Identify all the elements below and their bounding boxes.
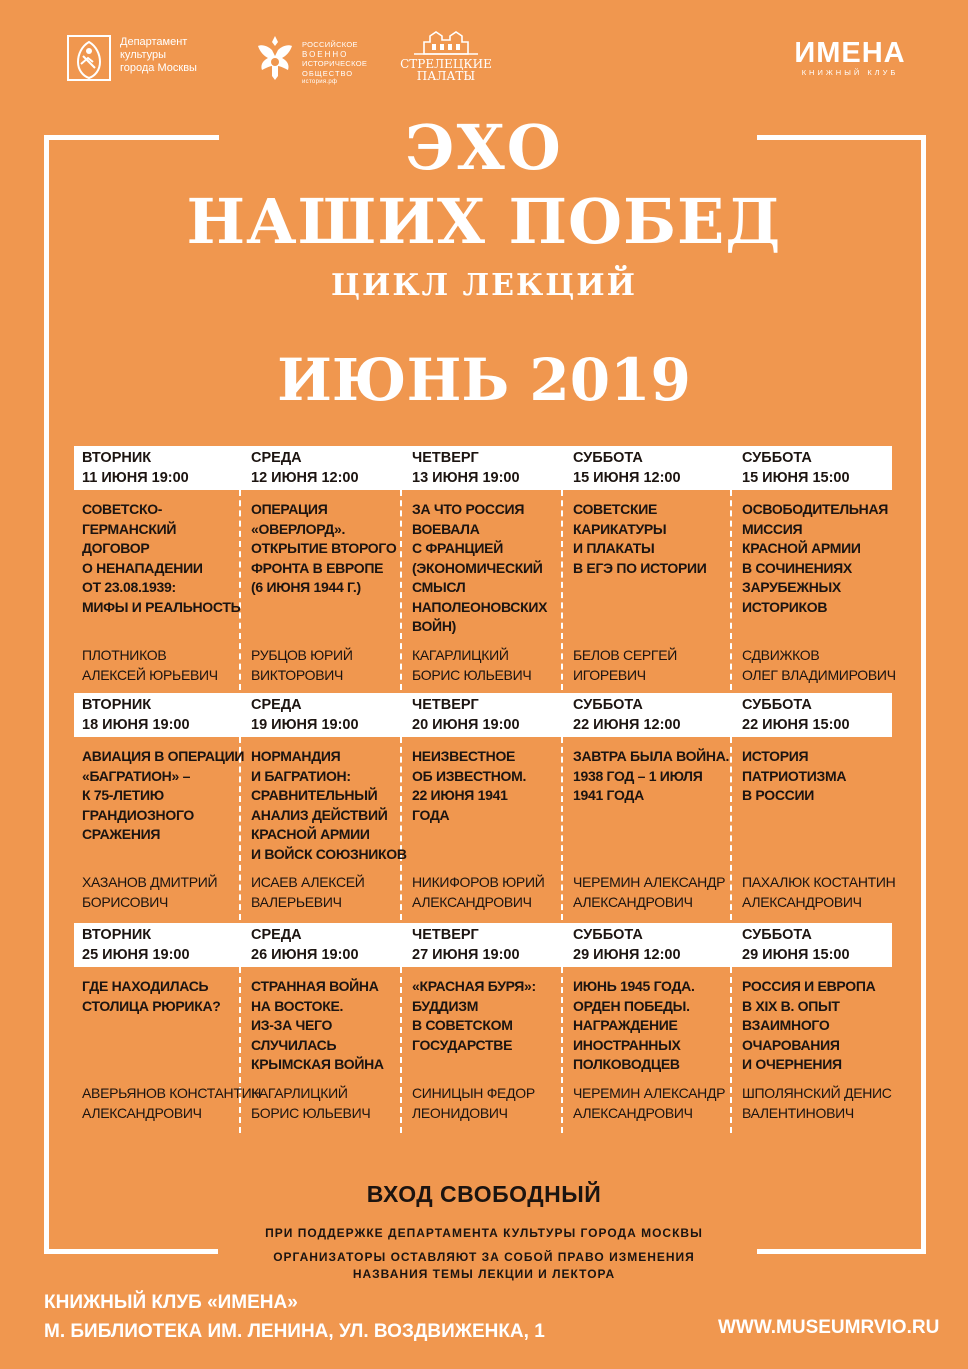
lecture-day: СУББОТА bbox=[573, 697, 643, 713]
lecture-topic-line: СЛУЧИЛАСЬ bbox=[251, 1036, 337, 1053]
lecture-topic-line: ДОГОВОР bbox=[82, 540, 150, 556]
column-separator bbox=[561, 737, 563, 920]
lecture-topic bbox=[82, 747, 244, 845]
lecturer-name bbox=[251, 1084, 370, 1123]
lecture-date-time: 11 ИЮНЯ 19:00 bbox=[82, 470, 189, 486]
lecturer-name-line: КАГАРЛИЦКИЙ bbox=[251, 1085, 348, 1101]
lecture-topic bbox=[82, 977, 221, 1016]
lecture-topic-line: К 75-ЛЕТИЮ bbox=[82, 787, 164, 803]
palaty-logo-line1: СТРЕЛЕЦКИЕ bbox=[400, 57, 492, 71]
lecturer-name bbox=[742, 646, 896, 685]
lecture-topic-line: ГЕРМАНСКИЙ bbox=[82, 520, 177, 537]
lecturer-name bbox=[251, 646, 353, 685]
lecture-day: СУББОТА bbox=[742, 697, 812, 713]
palace-building-icon bbox=[394, 30, 498, 56]
lecturer-name-line: ШПОЛЯНСКИЙ ДЕНИС bbox=[742, 1085, 892, 1101]
lecture-topic-line: И ПЛАКАТЫ bbox=[573, 540, 655, 556]
lecturer-name-line: ОЛЕГ ВЛАДИМИРОВИЧ bbox=[742, 666, 896, 683]
lecture-day: СУББОТА bbox=[573, 450, 643, 466]
moscow-coat-of-arms-icon bbox=[66, 34, 112, 82]
lecture-topic-line: НЕИЗВЕСТНОЕ bbox=[412, 748, 516, 764]
lecture-date-time: 22 ИЮНЯ 15:00 bbox=[742, 717, 850, 733]
lecture-topic-line: (6 ИЮНЯ 1944 Г.) bbox=[251, 579, 361, 595]
imena-logo bbox=[786, 38, 914, 80]
lecturer-name bbox=[82, 646, 218, 685]
lecture-day-header bbox=[251, 695, 359, 735]
lecture-day-header bbox=[742, 925, 850, 965]
lecture-topic-line: ИСТОРИКОВ bbox=[742, 598, 828, 615]
lecture-topic-line: ВОЕВАЛА bbox=[412, 520, 480, 537]
lecture-topic bbox=[82, 500, 240, 617]
lecture-topic-line: КРАСНОЙ АРМИИ bbox=[742, 540, 861, 556]
lecture-date-time: 20 ИЮНЯ 19:00 bbox=[412, 717, 520, 733]
lecture-topic bbox=[251, 747, 407, 864]
column-separator bbox=[730, 737, 732, 920]
lecturer-name-line: СИНИЦЫН ФЕДОР bbox=[412, 1085, 535, 1101]
lecturer-name bbox=[573, 1084, 725, 1123]
lecture-topic-line: ПАТРИОТИЗМА bbox=[742, 767, 847, 784]
lecturer-name-line: БЕЛОВ СЕРГЕЙ bbox=[573, 647, 677, 663]
lecture-day: СРЕДА bbox=[251, 450, 302, 466]
lecturer-name-line: ИГОРЕВИЧ bbox=[573, 666, 646, 683]
lecture-topic-line: ЗАРУБЕЖНЫХ bbox=[742, 579, 841, 595]
lecture-date-time: 13 ИЮНЯ 19:00 bbox=[412, 470, 520, 486]
lecture-topic-line: ОБ ИЗВЕСТНОМ. bbox=[412, 767, 527, 784]
lecture-day: ВТОРНИК bbox=[82, 927, 152, 943]
lecture-topic-line: НА ВОСТОКЕ. bbox=[251, 997, 344, 1014]
lecturer-name bbox=[82, 873, 217, 912]
lecture-day-header bbox=[742, 448, 850, 488]
free-entry: ВХОД СВОБОДНЫЙ bbox=[366, 1181, 602, 1207]
lecture-topic-line: КАРИКАТУРЫ bbox=[573, 520, 667, 537]
lecture-date-time: 22 ИЮНЯ 12:00 bbox=[573, 717, 681, 733]
lecture-day: ЧЕТВЕРГ bbox=[412, 450, 479, 466]
lecturer-name bbox=[251, 873, 365, 912]
lecture-topic-line: НОРМАНДИЯ bbox=[251, 748, 341, 764]
lecture-topic-line: НАГРАЖДЕНИЕ bbox=[573, 1017, 678, 1033]
lecture-topic-line: СТРАННАЯ ВОЙНА bbox=[251, 978, 379, 994]
lecturer-name bbox=[742, 873, 895, 912]
lecture-topic-line: МИФЫ И РЕАЛЬНОСТЬ bbox=[82, 598, 241, 615]
lecturer-name-line: ЛЕОНИДОВИЧ bbox=[412, 1104, 508, 1121]
lecture-date-time: 18 ИЮНЯ 19:00 bbox=[82, 717, 190, 733]
lecture-day-header bbox=[412, 925, 520, 965]
lecturer-name bbox=[412, 873, 544, 912]
lecture-day-header bbox=[573, 925, 681, 965]
lecturer-name-line: АВЕРЬЯНОВ КОНСТАНТИН bbox=[82, 1085, 262, 1101]
rvio-logo-line1: РОССИЙСКОЕ bbox=[302, 40, 358, 49]
lecture-day-header bbox=[742, 695, 850, 735]
footer-website[interactable]: WWW.MUSEUMRVIO.RU bbox=[718, 1317, 940, 1338]
lecture-day-header bbox=[573, 448, 681, 488]
lecturer-name bbox=[573, 646, 677, 685]
lecture-topic-line: В СОЧИНЕНИЯХ bbox=[742, 559, 852, 576]
lecture-topic-line: ИСТОРИЯ bbox=[742, 748, 809, 764]
lecture-topic-line: РОССИЯ И ЕВРОПА bbox=[742, 978, 876, 994]
lecture-date-time: 25 ИЮНЯ 19:00 bbox=[82, 947, 190, 963]
lecture-topic-line: 1941 ГОДА bbox=[573, 787, 644, 803]
lecture-day: СРЕДА bbox=[251, 697, 302, 713]
lecturer-name-line: АЛЕКСАНДРОВИЧ bbox=[82, 1104, 202, 1121]
lecture-topic bbox=[412, 500, 547, 637]
lecturer-name-line: ХАЗАНОВ ДМИТРИЙ bbox=[82, 874, 218, 890]
lecturer-name-line: АЛЕКСЕЙ ЮРЬЕВИЧ bbox=[82, 666, 218, 683]
lecture-topic bbox=[573, 977, 695, 1075]
lecture-topic-line: ГОСУДАРСТВЕ bbox=[412, 1036, 513, 1053]
lecture-day-header bbox=[573, 695, 681, 735]
lecturer-name-line: СДВИЖКОВ bbox=[742, 647, 820, 663]
lecturer-name-line: ВИКТОРОВИЧ bbox=[251, 666, 344, 683]
lecture-topic-line: СМЫСЛ bbox=[412, 579, 466, 595]
column-separator bbox=[561, 490, 563, 690]
lecture-topic-line: СТОЛИЦА РЮРИКА? bbox=[82, 997, 221, 1014]
lecture-topic-line: КРАСНОЙ АРМИИ bbox=[251, 826, 370, 842]
lecturer-name-line: БОРИС ЮЛЬЕВИЧ bbox=[412, 666, 532, 683]
lecture-day-header bbox=[251, 925, 359, 965]
dept-logo-line1: Департамент bbox=[120, 36, 188, 48]
lecture-topic-line: ОЧАРОВАНИЯ bbox=[742, 1036, 840, 1053]
lecture-topic-line: В РОССИИ bbox=[742, 787, 814, 803]
lecture-topic-line: ОСВОБОДИТЕЛЬНАЯ bbox=[742, 501, 889, 517]
lecture-day: СРЕДА bbox=[251, 927, 302, 943]
lecturer-name bbox=[742, 1084, 892, 1123]
lecturer-name-line: ИСАЕВ АЛЕКСЕЙ bbox=[251, 874, 365, 890]
lecture-topic bbox=[742, 977, 875, 1075]
lecture-topic-line: ИЗ-ЗА ЧЕГО bbox=[251, 1017, 333, 1033]
lecture-topic-line: (ЭКОНОМИЧЕСКИЙ bbox=[412, 559, 543, 576]
lecturer-name-line: БОРИС ЮЛЬЕВИЧ bbox=[251, 1104, 371, 1121]
lecture-topic bbox=[412, 747, 526, 825]
lecture-day-header bbox=[412, 448, 520, 488]
lecture-date-time: 15 ИЮНЯ 15:00 bbox=[742, 470, 850, 486]
lecturer-name-line: БОРИСОВИЧ bbox=[82, 893, 169, 910]
lecturer-name bbox=[573, 873, 725, 912]
lecture-topic-line: В XIX В. ОПЫТ bbox=[742, 997, 840, 1014]
lecture-topic bbox=[251, 500, 396, 598]
rvio-logo bbox=[252, 32, 368, 88]
lecture-topic-line: ОРДЕН ПОБЕДЫ. bbox=[573, 997, 690, 1014]
lecture-topic-line: «КРАСНАЯ БУРЯ»: bbox=[412, 978, 536, 994]
lecture-date-time: 26 ИЮНЯ 19:00 bbox=[251, 947, 359, 963]
lecture-date-time: 15 ИЮНЯ 12:00 bbox=[573, 470, 681, 486]
lecture-topic bbox=[573, 747, 729, 806]
column-separator bbox=[561, 967, 563, 1133]
lecture-day: ВТОРНИК bbox=[82, 697, 152, 713]
lecture-topic-line: «БАГРАТИОН» – bbox=[82, 767, 191, 784]
column-separator bbox=[400, 490, 402, 690]
dept-culture-logo bbox=[66, 34, 216, 82]
double-headed-eagle-icon bbox=[252, 32, 298, 84]
lecture-day: СУББОТА bbox=[573, 927, 643, 943]
lecture-topic-line: И ОЧЕРНЕНИЯ bbox=[742, 1056, 842, 1072]
lecture-topic-line: ВЗАИМНОГО bbox=[742, 1017, 830, 1033]
lecture-topic bbox=[742, 500, 888, 617]
lecture-day-header bbox=[82, 695, 190, 735]
lecture-topic-line: СРАЖЕНИЯ bbox=[82, 826, 161, 842]
lecture-topic-line: ФРОНТА В ЕВРОПЕ bbox=[251, 559, 384, 576]
lecture-topic-line: АНАЛИЗ ДЕЙСТВИЙ bbox=[251, 806, 388, 823]
lecture-day: ЧЕТВЕРГ bbox=[412, 927, 479, 943]
lecturer-name bbox=[412, 646, 531, 685]
lecture-day-header bbox=[412, 695, 520, 735]
rvio-logo-line5: история.рф bbox=[302, 79, 338, 85]
streletskie-palaty-logo bbox=[394, 30, 498, 86]
lecture-topic-line: МИССИЯ bbox=[742, 520, 803, 537]
lecturer-name-line: АЛЕКСАНДРОВИЧ bbox=[412, 893, 532, 910]
lecture-topic bbox=[742, 747, 846, 806]
lecture-topic-line: СОВЕТСКИЕ bbox=[573, 501, 658, 517]
lecture-topic-line: ГРАНДИОЗНОГО bbox=[82, 806, 195, 823]
lecturer-name-line: ЧЕРЕМИН АЛЕКСАНДР bbox=[573, 1085, 726, 1101]
lecture-topic-line: НАПОЛЕОНОВСКИХ bbox=[412, 598, 548, 615]
lecturer-name-line: АЛЕКСАНДРОВИЧ bbox=[573, 1104, 693, 1121]
imena-logo-sub: КНИЖНЫЙ КЛУБ bbox=[801, 68, 899, 77]
dept-logo-line2: культуры bbox=[120, 49, 167, 61]
lecture-topic-line: ЗА ЧТО РОССИЯ bbox=[412, 501, 525, 517]
footer-address: М. БИБЛИОТЕКА ИМ. ЛЕНИНА, УЛ. ВОЗДВИЖЕНКА, 1 bbox=[44, 1321, 545, 1342]
rvio-logo-line4: ОБЩЕСТВО bbox=[302, 68, 354, 78]
lecture-day: СУББОТА bbox=[742, 450, 812, 466]
lecturer-name-line: ПАХАЛЮК КОСТАНТИН bbox=[742, 874, 896, 890]
month-heading: ИЮНЬ 2019 bbox=[277, 346, 691, 414]
lecture-topic-line: С ФРАНЦИЕЙ bbox=[412, 540, 503, 556]
lecture-topic-line: 22 ИЮНЯ 1941 bbox=[412, 787, 508, 803]
rvio-logo-line2: ВОЕННО bbox=[302, 49, 349, 59]
lecture-day: ЧЕТВЕРГ bbox=[412, 697, 479, 713]
footer-club: КНИЖНЫЙ КЛУБ «ИМЕНА» bbox=[44, 1292, 298, 1313]
lecturer-name-line: ЧЕРЕМИН АЛЕКСАНДР bbox=[573, 874, 726, 890]
lecture-day: ВТОРНИК bbox=[82, 450, 152, 466]
lecture-topic-line: СРАВНИТЕЛЬНЫЙ bbox=[251, 787, 378, 803]
support-note: ПРИ ПОДДЕРЖКЕ ДЕПАРТАМЕНТА КУЛЬТУРЫ ГОРОДА МОСКВЫ bbox=[265, 1226, 703, 1240]
imena-logo-name: ИМЕНА bbox=[794, 37, 906, 69]
disclaimer-line2: НАЗВАНИЯ ТЕМЫ ЛЕКЦИИ И ЛЕКТОРА bbox=[352, 1267, 616, 1281]
lecture-topic-line: ИНОСТРАННЫХ bbox=[573, 1036, 681, 1053]
lecture-topic-line: «ОВЕРЛОРД». bbox=[251, 520, 346, 537]
lecture-topic-line: СОВЕТСКО- bbox=[82, 501, 163, 517]
lecturer-name bbox=[412, 1084, 535, 1123]
lecturer-name-line: АЛЕКСАНДРОВИЧ bbox=[742, 893, 862, 910]
lecture-topic-line: БУДДИЗМ bbox=[412, 997, 479, 1014]
lecture-topic-line: В СОВЕТСКОМ bbox=[412, 1017, 513, 1033]
subtitle: ЦИКЛ ЛЕКЦИЙ bbox=[331, 268, 637, 303]
lecture-date-time: 29 ИЮНЯ 12:00 bbox=[573, 947, 681, 963]
lecture-day-header bbox=[82, 925, 190, 965]
column-separator bbox=[400, 967, 402, 1133]
lecture-topic-line: КРЫМСКАЯ ВОЙНА bbox=[251, 1056, 384, 1072]
lecture-topic-line: ВОЙН) bbox=[412, 618, 456, 634]
title-line2: НАШИХ ПОБЕД bbox=[186, 185, 782, 258]
lecture-topic-line: ПОЛКОВОДЦЕВ bbox=[573, 1056, 680, 1072]
lecture-topic-line: 1938 ГОД – 1 ИЮЛЯ bbox=[573, 767, 703, 784]
lecture-day: СУББОТА bbox=[742, 927, 812, 943]
lecturer-name-line: ВАЛЕНТИНОВИЧ bbox=[742, 1104, 854, 1121]
disclaimer-line1: ОРГАНИЗАТОРЫ ОСТАВЛЯЮТ ЗА СОБОЙ ПРАВО ИЗМЕНЕНИЯ bbox=[273, 1250, 695, 1264]
lecturer-name-line: АЛЕКСАНДРОВИЧ bbox=[573, 893, 693, 910]
lecturer-name-line: НИКИФОРОВ ЮРИЙ bbox=[412, 874, 545, 890]
lecture-date-time: 27 ИЮНЯ 19:00 bbox=[412, 947, 520, 963]
lecture-date-time: 19 ИЮНЯ 19:00 bbox=[251, 717, 359, 733]
lecturer-name bbox=[82, 1084, 261, 1123]
lecture-topic-line: АВИАЦИЯ В ОПЕРАЦИИ bbox=[82, 748, 245, 764]
lecture-date-time: 12 ИЮНЯ 12:00 bbox=[251, 470, 359, 486]
lecture-topic bbox=[412, 977, 536, 1055]
lecturer-name-line: ВАЛЕРЬЕВИЧ bbox=[251, 893, 342, 910]
lecture-topic-line: В ЕГЭ ПО ИСТОРИИ bbox=[573, 559, 707, 576]
lecture-topic bbox=[251, 977, 384, 1075]
dept-logo-line3: города Москвы bbox=[120, 62, 197, 74]
palaty-logo-line2: ПАЛАТЫ bbox=[416, 69, 476, 83]
lecture-day-header bbox=[251, 448, 359, 488]
lecture-day-header bbox=[82, 448, 189, 488]
lecture-topic-line: ЗАВТРА БЫЛА ВОЙНА. bbox=[573, 748, 730, 764]
lecture-topic-line: И БАГРАТИОН: bbox=[251, 767, 351, 784]
lecture-topic-line: ИЮНЬ 1945 ГОДА. bbox=[573, 978, 695, 994]
title-line1: ЭХО bbox=[405, 111, 563, 184]
lecture-topic-line: И ВОЙСК СОЮЗНИКОВ bbox=[251, 845, 407, 862]
lecturer-name-line: РУБЦОВ ЮРИЙ bbox=[251, 647, 353, 663]
lecture-topic-line: ОТ 23.08.1939: bbox=[82, 579, 176, 595]
column-separator bbox=[730, 490, 732, 690]
column-separator bbox=[730, 967, 732, 1133]
lecture-topic-line: О НЕНАПАДЕНИИ bbox=[82, 559, 203, 576]
lecture-date-time: 29 ИЮНЯ 15:00 bbox=[742, 947, 850, 963]
lecturer-name-line: КАГАРЛИЦКИЙ bbox=[412, 647, 509, 663]
lecture-topic-line: ОПЕРАЦИЯ bbox=[251, 501, 328, 517]
lecture-topic-line: ОТКРЫТИЕ ВТОРОГО bbox=[251, 540, 397, 556]
lecturer-name-line: ПЛОТНИКОВ bbox=[82, 647, 167, 663]
lecture-topic bbox=[573, 500, 707, 578]
lecture-topic-line: ГДЕ НАХОДИЛАСЬ bbox=[82, 978, 209, 994]
lecture-topic-line: ГОДА bbox=[412, 806, 450, 823]
rvio-logo-line3: ИСТОРИЧЕСКОЕ bbox=[302, 59, 368, 68]
